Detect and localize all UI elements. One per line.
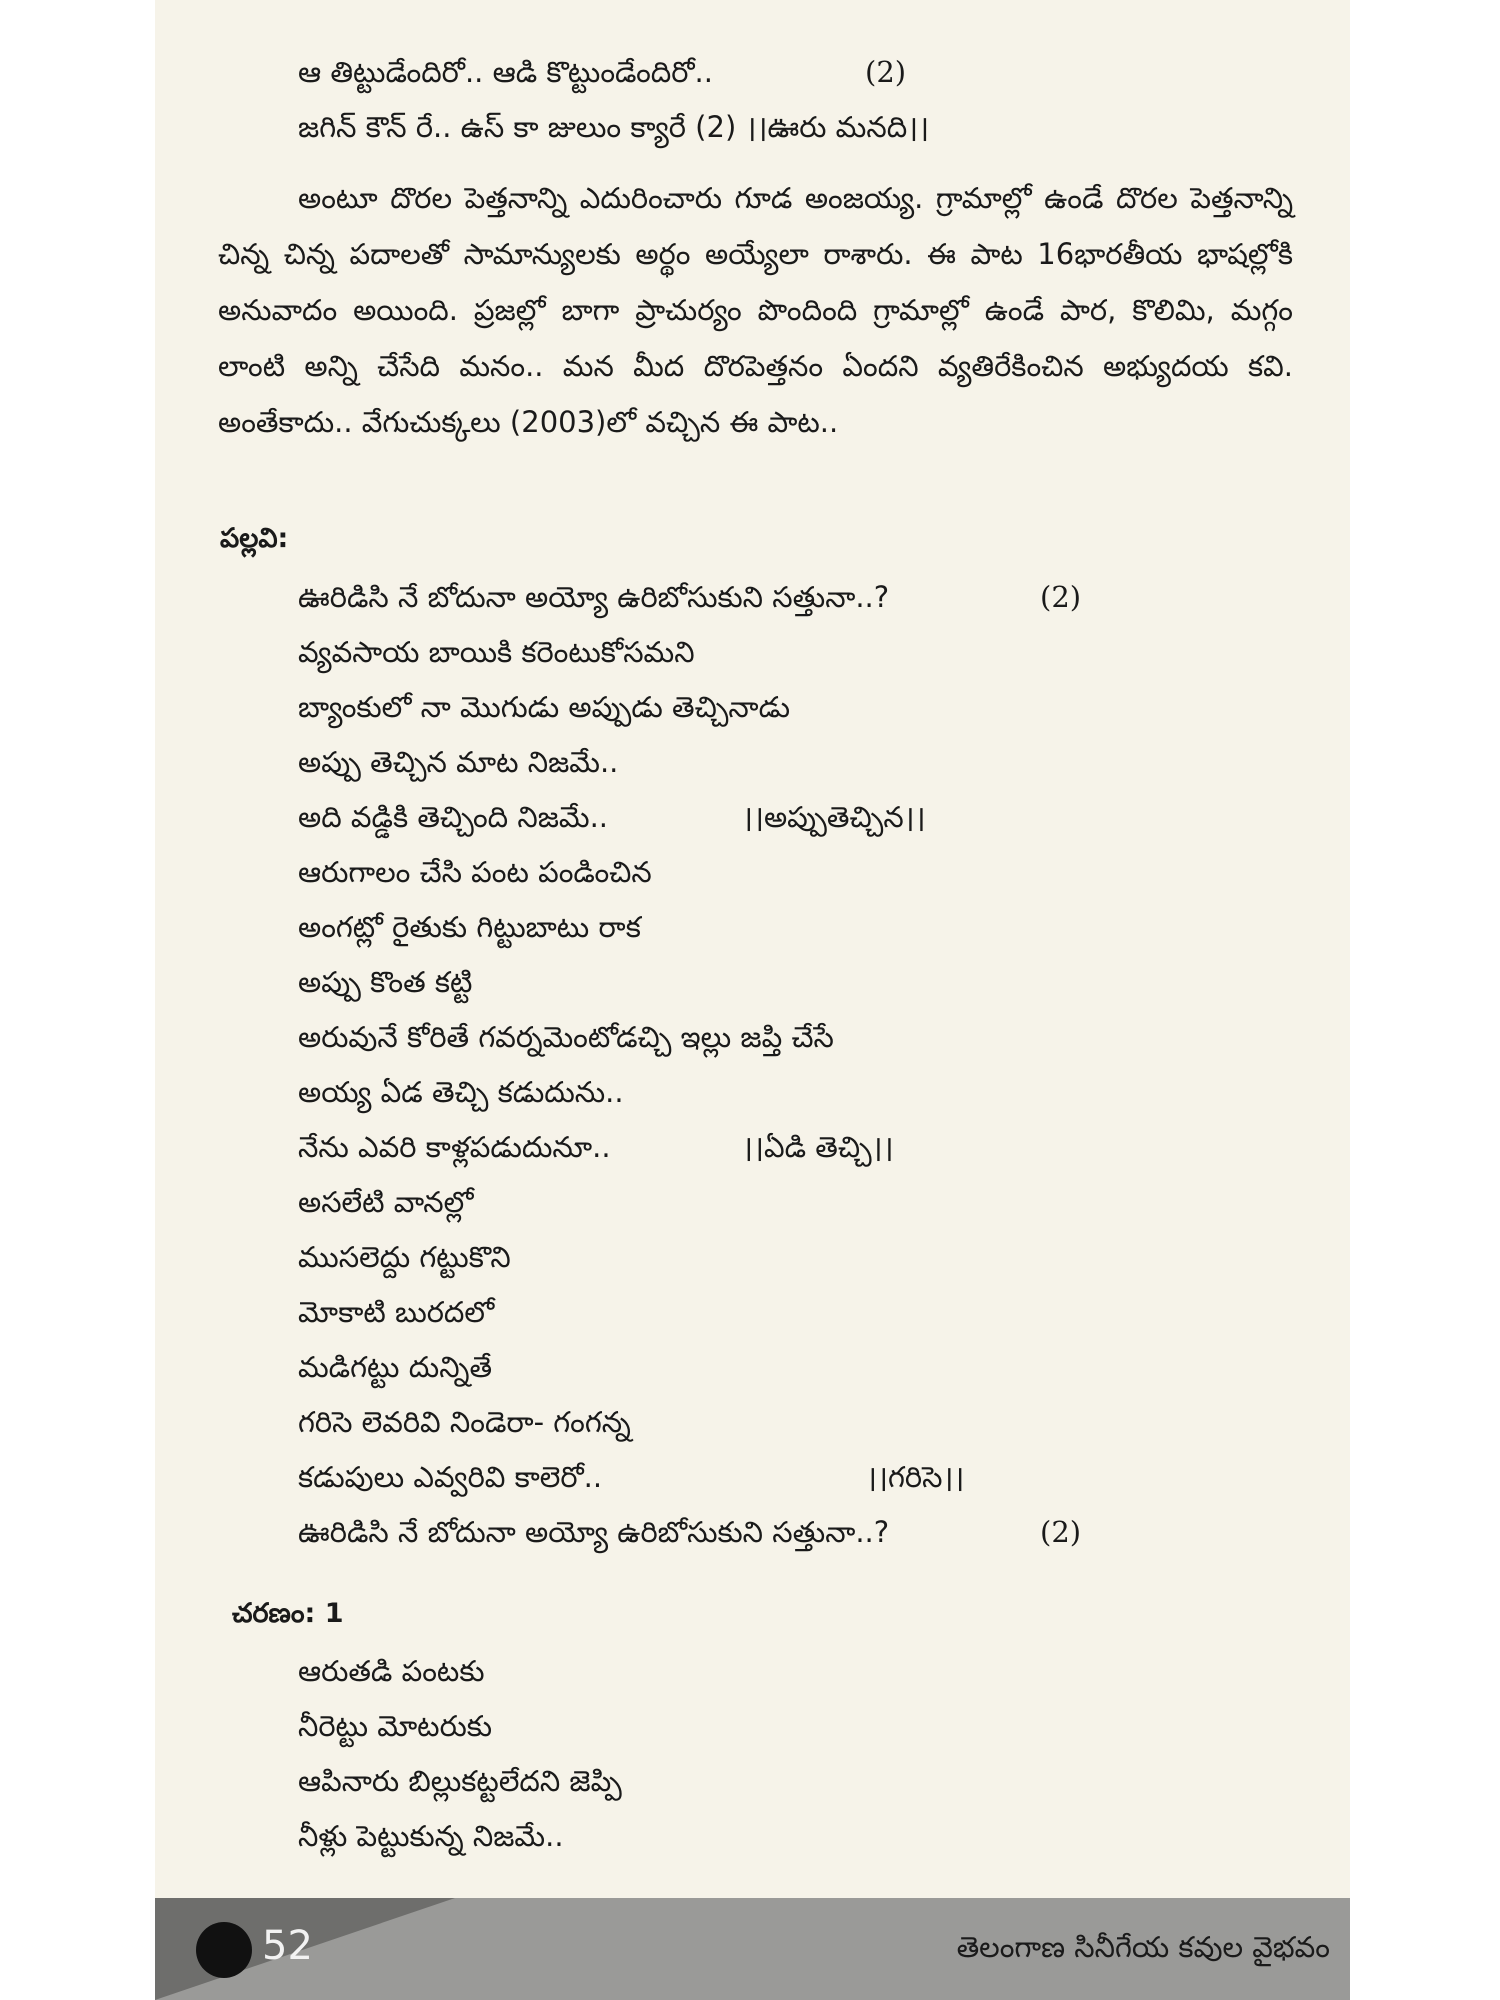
pallavi-repeat-last: (2) (1040, 1515, 1082, 1549)
page-marker-icon (196, 1922, 252, 1978)
refrain-edi: ।।ఏడి తెచ్చి।। (742, 1130, 894, 1164)
charanam-line: నీరెట్టు మోటరుకు (298, 1709, 492, 1743)
intro-line-1: ఆ తిట్టుడేందిరో.. ఆడి కొట్టుండేందిరో.. (298, 55, 713, 89)
pallavi-line: అది వడ్డికి తెచ్చింది నిజమే.. (298, 800, 609, 834)
pallavi-repeat-first: (2) (1040, 580, 1082, 614)
pallavi-line: వ్యవసాయ బాయికి కరెంటుకోసమని (298, 635, 695, 669)
refrain-appu: ।।అప్పుతెచ్చిన।। (742, 800, 926, 834)
pallavi-line: బ్యాంకులో నా మొగుడు అప్పుడు తెచ్చినాడు (298, 690, 791, 724)
pallavi-line: అయ్య ఏడ తెచ్చి కడుదును.. (298, 1075, 624, 1109)
pallavi-line: ముసలెద్దు గట్టుకొని (298, 1240, 511, 1274)
pallavi-line: కడుపులు ఎవ్వరివి కాలెరో.. (298, 1460, 603, 1494)
pallavi-line: గరిసె లెవరివి నిండెరా- గంగన్న (298, 1405, 631, 1439)
pallavi-line: అప్పు కొంత కట్టి (298, 965, 473, 999)
charanam-line: ఆపినారు బిల్లుకట్టలేదని జెప్పి (298, 1764, 622, 1798)
pallavi-line: ఆరుగాలం చేసి పంట పండించిన (298, 855, 652, 889)
refrain-garise: ।।గరిసె।। (866, 1460, 965, 1494)
intro-line-2: జగిన్ కౌన్ రే.. ఉస్ కా జులుం క్యారే (2) ।।ఊరు మనది।। (298, 110, 930, 144)
pallavi-line: ఊరిడిసి నే బోదునా అయ్యో ఉరిబోసుకుని సత్తునా..? (298, 1515, 890, 1549)
pallavi-line: అసలేటి వానల్లో (298, 1185, 474, 1219)
body-paragraph: అంటూ దొరల పెత్తనాన్ని ఎదురించారు గూడ అంజయ్య. గ్రామాల్లో ఉండే దొరల పెత్తనాన్ని చిన్న చిన్న పదాలతో సామాన్యులకు అర్థం అయ్యేలా రాశారు. ఈ పాట 16భారతీయ భాషల్లోకి అనువాదం అయింది. ప్రజల్లో బాగా ప్రాచుర్యం పొందింది గ్రామాల్లో ఉండే పార, కొలిమి, మగ్గం లాంటి అన్ని చేసేది మనం.. మన మీద దొరపెత్తనం ఏందని వ్యతిరేకించిన అభ్యుదయ కవి. అంతేకాదు.. వేగుచుక్కలు (2003)లో వచ్చిన ఈ పాట.. (218, 181, 1293, 439)
pallavi-line: అప్పు తెచ్చిన మాట నిజమే.. (298, 745, 619, 779)
book-title: తెలంగాణ సినీగేయ కవుల వైభవం (956, 1930, 1330, 1964)
pallavi-line: అంగట్లో రైతుకు గిట్టుబాటు రాక (298, 910, 641, 944)
pallavi-heading: పల్లవి: (220, 523, 289, 554)
charanam-line: ఆరుతడి పంటకు (298, 1654, 485, 1688)
charanam-line: నీళ్లు పెట్టుకున్న నిజమే.. (298, 1819, 564, 1853)
pallavi-line: అరువునే కోరితే గవర్నమెంటోడచ్చి ఇల్లు జప్తి చేసే (298, 1020, 834, 1054)
pallavi-line: నేను ఎవరి కాళ్లపడుదునూ.. (298, 1130, 611, 1164)
intro-repeat-mark: (2) (865, 55, 907, 89)
charanam-heading: చరణం: 1 (232, 1598, 344, 1629)
pallavi-line: మోకాటి బురదలో (298, 1295, 495, 1329)
pallavi-line: ఊరిడిసి నే బోదునా అయ్యో ఉరిబోసుకుని సత్తునా..? (298, 580, 890, 614)
pallavi-line: మడిగట్టు దున్నితే (298, 1350, 493, 1384)
page-number: 52 (262, 1923, 313, 1969)
